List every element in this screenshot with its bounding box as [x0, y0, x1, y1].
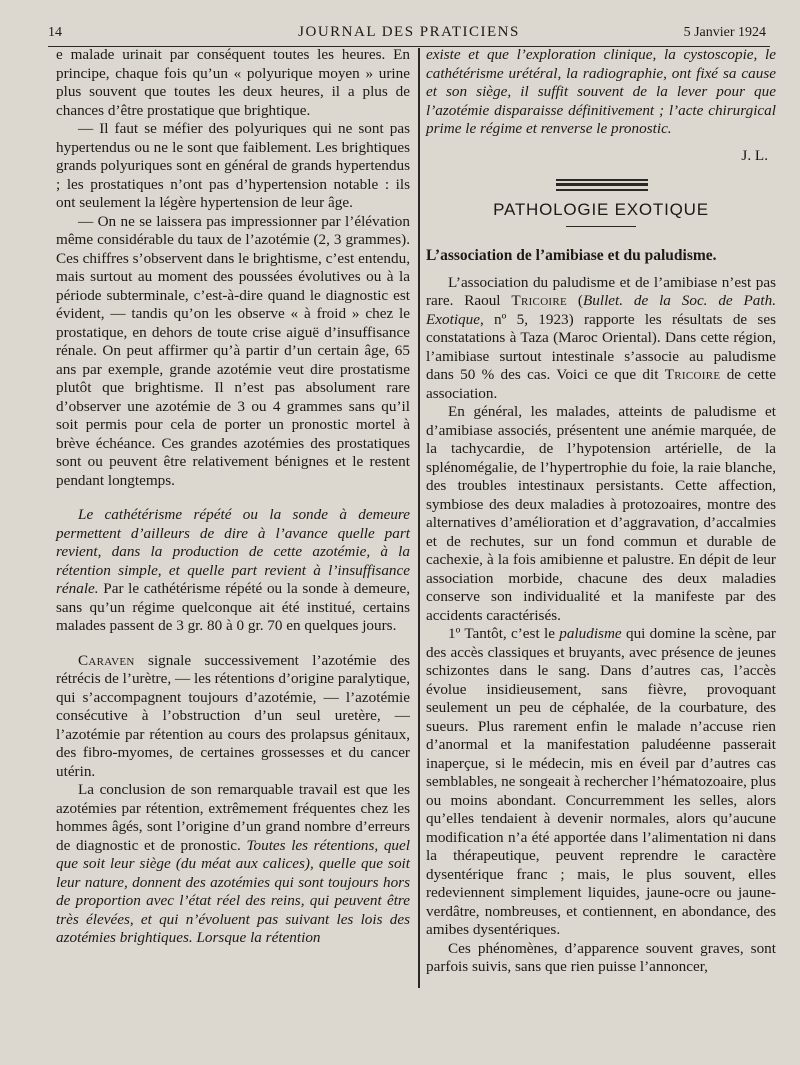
italic-text: existe et que l’exploration clinique, la cystoscopie, le cathétérisme urétéral, la radiographie, ont fixé sa cause et son siège, il suffit souvent de la lever pour que l’azotémie disparaisse définitivement ; l’acte chirurgical prime le régime et renverse le pronostic. [426, 46, 776, 137]
page-number: 14 [48, 25, 62, 40]
paragraph [426, 46, 776, 139]
journal-title: JOURNAL DES PRATICIENS [298, 24, 520, 40]
paragraph [426, 625, 776, 940]
italic-text: Toutes les rétentions, quel que soit leur siège (du méat aux calices), quelle que soit leur nature, donnent des azotémies qui sont toujours hors de proportion avec l’état réel des reins, qui peuvent être très élevées, et qui n’évoluent pas suivant les lois des azotémies brightiques. Lorsque la rétention [56, 836, 410, 946]
text: ( [567, 292, 583, 309]
text: 1º Tantôt, c’est le [448, 625, 560, 642]
text: de cette association. [426, 366, 776, 402]
italic-text: Le cathétérisme répété ou la sonde à demeure permettent d’ailleurs de dire à l’avance quelle part revient, dans la production de cette azotémie, à la rétention simple, et quelle part revient à l’insuffisance rénale. [56, 506, 410, 597]
section-title: PATHOLOGIE EXOTIQUE [493, 200, 709, 219]
left-column [56, 46, 410, 948]
text: , nº 5, 1923) rapporte les résultats de ses constatations à Taza (Maroc Oriental). Dans cette région, l’amibiase surtout intestinale s’associe au paludisme dans 50 % des cas. Voici ce que dit [426, 310, 776, 383]
citation: Bullet. de la Soc. de Path. Exotique [426, 292, 776, 328]
author-name: Tricoire [511, 292, 568, 309]
decorative-rule [426, 173, 776, 197]
paragraph [56, 781, 410, 948]
issue-date: 5 Janvier 1924 [683, 25, 766, 40]
paragraph [426, 274, 776, 404]
paragraph: Ces phénomènes, d’apparence souvent graves, sont parfois suivis, sans que rien puisse l’annoncer, [426, 939, 776, 975]
italic-text: paludisme [559, 625, 622, 642]
paragraph: — On ne se laissera pas impressionner par l’élévation même considérable du taux de l’azotémie (2, 3 grammes). Ces chiffres s’observent dans le brightisme, c’est entendu, mais surtout au moment des poussées évolutives ou à la période subterminale, c’est-à-dire quand le diagnostic est évident, — tandis qu’on les observe « à froid » chez le prostatique, en dehors de toute crise aiguë d’insuffisance rénale. On peut affirmer qu’à partir d’un certain âge, 65 ans par exemple, grande azotémie veut dire prostatisme plutôt que brightisme. Il n’est pas absolument rare d’observer une azotémie de 3 ou 4 grammes sans qu’il soit permis pour cela de porter un pronostic mortel à brève échéance. Ces grandes azotémies des prostatiques sont ou peuvent être relativement bénignes et le restent pendant longtemps. [56, 212, 410, 489]
signature: J. L. [741, 146, 768, 164]
article-title: L’association de l’amibiase et du paludisme. [426, 247, 717, 264]
rule-line [556, 183, 648, 186]
text: L’association du paludisme et de l’amibiase n’est pas rare. Raoul [426, 273, 776, 309]
author-name: Caraven [78, 651, 135, 669]
text: La conclusion de son remarquable travail est que les azotémies par rétention, extrêmement fréquentes chez les hommes âgés, sont l’origine d’un grand nombre d’erreurs de diagnostic et de pronostic. [56, 781, 410, 854]
paragraph: e malade urinait par conséquent toutes les heures. En principe, chaque fois qu’un « polyurique moyen » urine plus souvent que toutes les deux heures, il a plus de chances d’être prostatique que brightique. [56, 46, 410, 119]
text: qui domine la scène, par des accès classiques et bruyants, avec présence de jeunes schizontes dans le sang. Dans d’autres cas, l’accès évolue insidieusement, sans fièvre, provoquant seulement un peu de céphalée, de la courbature, des sueurs. Plus rarement enfin le malade n’accuse rien d’anormal et la manifestation paludéenne passerait inaperçue, si le médecin, mis en éveil par d’autres cas semblables, ne songeait à rechercher l’hématozoaire, plus ou moins abondant. Concurremment les selles, alors qu’elles tendaient à devenir normales, alors qu’aucune modification n’a été apportée dans l’alimentation ni dans la thérapeutique, peuvent reprendre le caractère dysentérique franc ; mais, le plus souvent, elles redeviennent simplement liquides, jaune-ocre ou jaune-verdâtre, nombreuses, et contiennent, en abondance, des amibes dysentériques. [426, 625, 777, 938]
paragraph: En général, les malades, atteints de paludisme et d’amibiase associés, présentent une anémie marquée, de la tachycardie, de l’hypotension artérielle, de la splénomégalie, de l’hypertrophie du foie, la raie blanche, des troubles intestinaux persistants. Cette affection, symbiose des deux maladies à protozoaires, montre des alternatives d’amélioration et d’aggravation, d’accalmies et de rechutes, sur un fond commun et durable de cachexie, à la fois amibienne et palustre. En dépit de leur association morbide, chacune des deux maladies conserve son individualité et la manifeste par des accidents caractérisés. [426, 403, 776, 624]
text: signale successivement l’azotémie des rétrécis de l’urètre, — les rétentions d’origine paralytique, qui s’accompagnent toujours d’azotémie, — l’azotémie consécutive à l’obstruction d’un seul uretère, — l’azotémie par rétention au cours des prolapsus génitaux, des fibro-myomes, de certaines grossesses et du cancer utérin. [56, 651, 410, 780]
author-name: Tricoire [664, 366, 721, 383]
page-header [48, 22, 770, 47]
rule-line [556, 189, 648, 191]
section-rule [566, 226, 636, 228]
paragraph [56, 506, 410, 636]
paragraph: — Il faut se méfier des polyuriques qui ne sont pas hypertendus ou ne le sont que faiblement. Les brightiques grands polyuriques sont en général de grands hypertendus ; les prostatiques n’ont pas d’hypertension notable : ils ont seulement la légère hypertension de leur âge. [56, 120, 410, 211]
column-divider [418, 48, 420, 988]
paragraph [56, 652, 410, 782]
right-column [426, 46, 776, 977]
rule-line [556, 179, 648, 181]
text: Par le cathétérisme répété ou la sonde à demeure, sans qu’un régime quelconque ait été institué, certains malades passent de 3 gr. 80 à 0 gr. 70 en quelques jours. [56, 580, 410, 634]
